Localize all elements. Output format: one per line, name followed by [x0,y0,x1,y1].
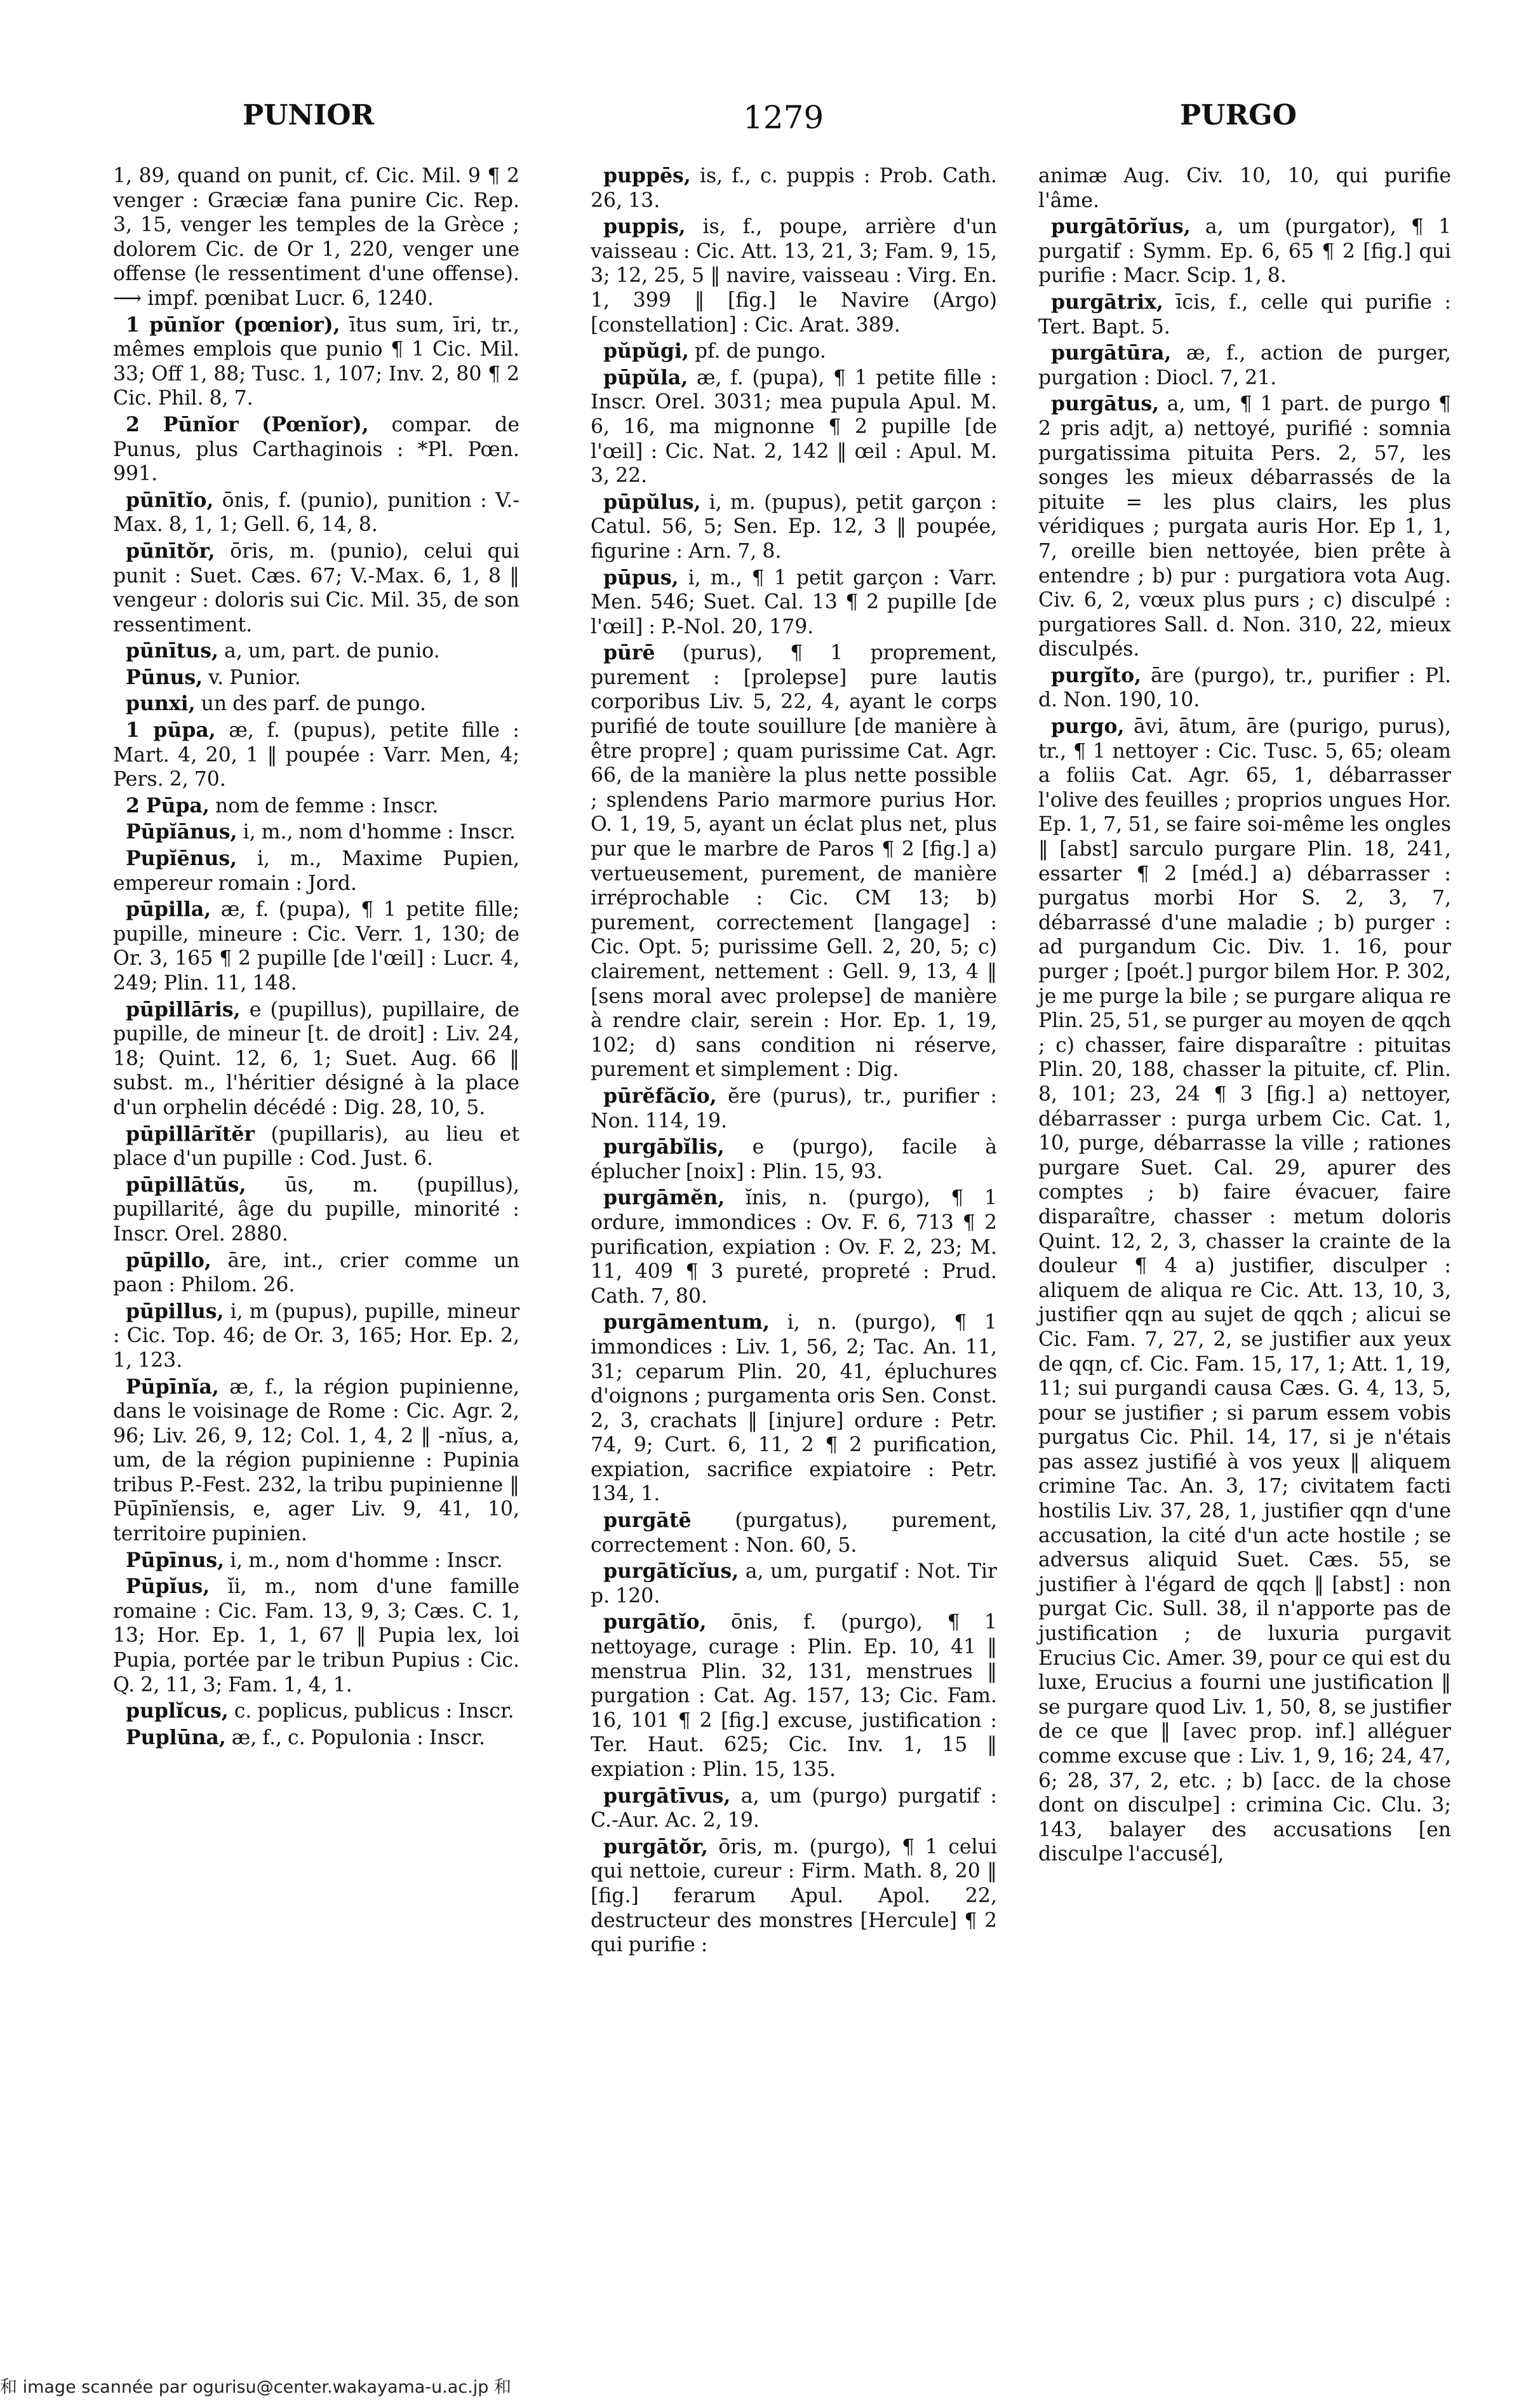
entry-definition: i, m (pupus), pupille, mineur : Cic. Top. 46; de Or. 3, 165; Hor. Ep. 2, 1, 123. [113,1300,519,1372]
dictionary-entry [1038,392,1451,662]
dictionary-entry [591,339,997,364]
entry-headword: pūnītŏr, [126,539,215,563]
entry-definition: æ, f., action de purger, purgation : Diocl. 7, 21. [1038,342,1452,389]
page-number: 1279 [743,99,824,136]
entry-headword: pūpŭlus, [603,490,701,514]
dictionary-entry [591,164,997,213]
entry-definition: æ, f. (pupa), ¶ 1 petite fille; pupille, mineure : Cic. Verr. 1, 130; de Or. 3, 165 ¶ 2 pupille [de l'œil] : Lucr. 4, 249; Plin. 11, 148. [113,898,519,995]
entry-definition: animæ Aug. Civ. 10, 10, qui purifie l'âme. [1038,165,1451,212]
entry-definition: ōnis, f. (punio), punition : V.-Max. 8, 1, 1; Gell. 6, 14, 8. [113,488,519,537]
entry-headword: 1 pūpa, [126,718,216,743]
dictionary-entry [591,490,997,564]
header-left-guideword: PUNIOR [243,99,375,131]
entry-definition: ōris, m. (purgo), ¶ 1 celui qui nettoie, cureur : Firm. Math. 8, 20 ‖ [fig.] ferarum Apul. Apol. 22, destructeur des monstres [Hercule] ¶ 2 qui purifie : [591,1835,997,1957]
entry-headword: purgātrix, [1051,290,1163,314]
entry-headword: pūrē [603,641,655,665]
dictionary-entry [113,1300,519,1373]
dictionary-entry [1038,341,1451,390]
entry-headword: pūpillus, [126,1299,224,1323]
dictionary-entry [113,1575,519,1697]
dictionary-entry [591,1559,997,1608]
entry-definition: i, m., Maxime Pupien, empereur romain : Jord. [113,847,520,895]
entry-definition: c. poplicus, publicus : Inscr. [234,1700,514,1723]
entry-definition: ītus sum, īri, tr., mêmes emplois que punio ¶ 1 Cic. Mil. 33; Off 1, 88; Tusc. 1, 107; Inv. 2, 80 ¶ 2 Cic. Phil. 8, 7. [113,313,520,410]
dictionary-entry [113,794,519,819]
entry-headword: pūnītĭo, [126,488,214,512]
dictionary-entry [591,641,997,1082]
entry-definition: æ, f. (pupa), ¶ 1 petite fille : Inscr. Orel. 3031; mea pupula Apul. M. 6, 16, ma mignonne ¶ 2 pupille [de l'œil] : Cic. Nat. 2, 142 ‖ œil : Apul. M. 3, 22. [591,366,997,488]
dictionary-entry [113,897,519,995]
column-right [1038,164,1451,1869]
dictionary-entry [113,1699,519,1724]
entry-headword: purgo, [1051,715,1125,739]
dictionary-entry [113,164,519,311]
entry-headword: pūpillārĭtĕr [126,1122,255,1146]
entry-headword: purgātūra, [1051,341,1172,365]
dictionary-entry [1038,290,1451,339]
entry-headword: purgātīvus, [603,1784,731,1808]
entry-headword: Puplūna, [126,1725,226,1749]
entry-definition: is, f., c. puppis : Prob. Cath. 26, 13. [591,165,997,212]
entry-headword: pūpillāris, [126,997,241,1021]
entry-definition: æ, f. (pupus), petite fille : Mart. 4, 20, 1 ‖ poupée : Varr. Men, 4; Pers. 2, 70. [113,719,519,791]
entry-headword: purgĭto, [1051,663,1142,687]
entry-definition: e (pupillus), pupillaire, de pupille, de mineur [t. de droit] : Liv. 24, 18; Quint. 12, 6, 1; Suet. Aug. 66 ‖ subst. m., l'héritier désigné à la place d'un orphelin décédé : Dig. 28, 10, 5. [113,998,519,1119]
entry-headword: punxi, [126,692,196,716]
dictionary-entry [113,820,519,845]
entry-headword: pūrĕfăcĭo, [603,1084,717,1108]
entry-headword: Pūnus, [126,665,203,689]
dictionary-entry [591,366,997,488]
dictionary-entry [113,539,519,637]
entry-definition: i, m., nom d'homme : Inscr. [243,821,516,844]
dictionary-entry [113,666,519,690]
entry-definition: (pupillaris), au lieu et place d'un pupille : Cod. Just. 6. [113,1122,520,1171]
entry-definition: i, m., nom d'homme : Inscr. [230,1549,503,1572]
dictionary-entry [113,413,519,487]
entry-headword: pūpŭla, [603,365,688,389]
entry-headword: puplĭcus, [126,1699,229,1723]
dictionary-entry [591,1084,997,1133]
dictionary-entry [113,847,519,896]
entry-definition: is, f., poupe, arrière d'un vaisseau : Cic. Att. 13, 21, 3; Fam. 9, 15, 3; 12, 25, 5 ‖ navire, vaisseau : Virg. En. 1, 399 ‖ [fig.] le Navire (Argo) [constellation] : Cic. Arat. 389. [591,215,998,337]
dictionary-entry [1038,215,1451,288]
scan-credit: 和 image scannée par ogurisu@center.wakayama-u.ac.jp 和 [0,2377,511,2397]
entry-headword: Pupĭēnus, [126,847,238,871]
entry-headword: Pūpĭānus, [126,820,238,844]
entry-headword: purgātĭo, [603,1610,707,1634]
dictionary-entry [113,488,519,537]
entry-definition: āvi, ātum, āre (purigo, purus), tr., ¶ 1 nettoyer : Cic. Tusc. 5, 65; oleam a foliis Cat. Agr. 65, 1, débarrasser l'olive des feuilles ; proprios ungues Hor. Ep. 1, 7, 51, se faire soi-même les ongles ‖ [abst] sarculo purgare Plin. 18, 241, essarter ¶ 2 [méd.] a) débarrasser : purgatus morbi Hor S. 2, 3, 7, débarrassé d'une maladie ; b) purger : ad purgandum Cic. Div. 1. 16, pour purger ; [poét.] purgor bilem Hor. P. 302, je me purge la bile ; se purgare aliqua re Plin. 25, 51, se purger au moyen de qqch ; c) chasser, faire disparaître : pituitas Plin. 20, 188, chasser la pituite, cf. Plin. 8, 101; 23, 24 ¶ 3 [fig.] a) nettoyer, débarrasser : purga urbem Cic. Cat. 1, 10, purge, débarrasse la ville ; rationes purgare Suet. Cal. 29, apurer des comptes ; b) faire évacuer, faire disparaître, chasser : metum doloris Quint. 12, 2, 3, chasser la crainte de la douleur ¶ 4 a) justifier, disculper : aliquem de aliqua re Cic. Att. 13, 10, 3, justifier qqn au sujet de qqch ; alicui se Cic. Fam. 7, 27, 2, se justifier aux yeux de qqn, cf. Cic. Fam. 15, 17, 1; Att. 1, 19, 11; sui purgandi causa Cæs. G. 4, 13, 5, pour se justifier ; si parum essem vobis purgatus Cic. Phil. 14, 17, si je n'étais pas assez justifié à vos yeux ‖ aliquem crimine Tac. An. 3, 17; civitatem facti hostilis Liv. 37, 28, 1, justifier qqn d'une accusation, la cité d'un acte hostile ; se adversus aliquid Suet. Cæs. 55, se justifier à l'égard de qqch ‖ [abst] : non purgat Cic. Sull. 38, il n'apporte pas de justification ; de luxuria purgavit Erucius Cic. Amer. 39, pour ce qui est du luxe, Erucius a fourni une justification ‖ se purgare quod Liv. 1, 50, 8, se justifier de ce que ‖ [avec prop. inf.] alléguer comme excuse que : Liv. 1, 9, 16; 24, 47, 6; 28, 37, 2, etc. ; b) [acc. de la chose dont on disculpe] : crimina Cic. Clu. 3; 143, balayer des accusations [en disculpe l'accusé], [1038,715,1452,1866]
dictionary-entry [113,718,519,792]
entry-definition: a, um (purgo) purgatif : C.-Aur. Ac. 2, 19. [591,1784,997,1832]
entry-definition: a, um, purgatif : Not. Tir p. 120. [591,1560,997,1608]
entry-definition: un des parf. de pungo. [201,692,426,716]
dictionary-entry [1038,164,1451,213]
entry-definition: ōris, m. (punio), celui qui punit : Suet. Cæs. 67; V.-Max. 6, 1, 8 ‖ vengeur : doloris sui Cic. Mil. 35, de son ressentiment. [113,539,520,636]
dictionary-entry [1038,715,1451,1867]
entry-headword: 2 Pūpa, [126,793,210,817]
entry-headword: puppis, [603,215,686,239]
entry-definition: æ, f., la région pupinienne, dans le voisinage de Rome : Cic. Agr. 2, 96; Liv. 26, 9, 12; Col. 1, 4, 2 ‖ -nĭus, a, um, de la région pupinienne : Pupinia tribus P.-Fest. 232, la tribu pupinienne ‖ Pūpīnĭensis, e, ager Liv. 9, 41, 10, territoire pupinien. [113,1375,519,1546]
header-right-guideword: PURGO [1180,99,1297,131]
entry-headword: pūnītus, [126,639,218,663]
dictionary-entry [591,1509,997,1557]
entry-definition: a, um, part. de punio. [224,640,440,663]
entry-headword: purgātus, [1051,392,1160,416]
entry-definition: 1, 89, quand on punit, cf. Cic. Mil. 9 ¶ 2 venger : Græciæ fana punire Cic. Rep. 3, 15, venger les temples de la Grèce ; dolorem Cic. de Or 1, 220, venger une offense (le ressentiment d'une offense). ⟶ impf. pœnibat Lucr. 6, 1240. [113,165,519,310]
entry-headword: pūpillātŭs, [126,1173,246,1197]
entry-definition: v. Punior. [208,666,301,689]
entry-headword: purgātĭcĭus, [603,1559,739,1583]
entry-definition: ūs, m. (pupillus), pupillarité, âge du pupille, minorité : Inscr. Orel. 2880. [113,1173,519,1246]
dictionary-entry [113,1249,519,1298]
dictionary-entry [113,1173,519,1247]
entry-headword: pūpus, [603,565,679,589]
entry-headword: purgātē [603,1509,692,1533]
entry-headword: purgātŏr, [603,1834,708,1858]
entry-definition: a, um (purgator), ¶ 1 purgatif : Symm. Ep. 6, 65 ¶ 2 [fig.] qui purifie : Macr. Scip. 1, 8. [1038,215,1452,288]
entry-headword: pūpillo, [126,1248,211,1272]
entry-definition: ĭi, m., nom d'une famille romaine : Cic. Fam. 13, 9, 3; Cæs. C. 1, 13; Hor. Ep. 1, 1, 67 ‖ Pupia lex, loi Pupia, portée par le tribun Pupius : Cic. Q. 2, 11, 3; Fam. 1, 4, 1. [113,1575,520,1697]
entry-definition: i, m., ¶ 1 petit garçon : Varr. Men. 546; Suet. Cal. 13 ¶ 2 pupille [de l'œil] : P.-Nol. 20, 179. [591,566,997,638]
dictionary-entry [113,639,519,664]
entry-headword: pŭpŭgi, [603,339,689,363]
entry-definition: a, um, ¶ 1 part. de purgo ¶ 2 pris adjt, a) nettoyé, purifié : somnia purgatissima pituita Pers. 2, 57, les songes les mieux débarrassés de la pituite = les plus clairs, les plus véridiques ; purgata auris Hor. Ep 1, 1, 7, oreille bien nettoyée, bien prête à entendre ; b) pur : purgatiora vota Aug. Civ. 6, 2, vœux plus purs ; c) disculpé : purgatiores Sall. d. Non. 310, 22, mieux disculpés. [1038,393,1452,661]
dictionary-entry [113,1375,519,1547]
dictionary-entry [591,1310,997,1507]
entry-headword: purgātōrĭus, [1051,215,1191,239]
entry-definition: āre (purgo), tr., purifier : Pl. d. Non. 190, 10. [1038,664,1451,712]
entry-headword: purgāmĕn, [603,1186,725,1210]
dictionary-entry [113,1549,519,1573]
entry-definition: e (purgo), facile à éplucher [noix] : Plin. 15, 93. [591,1136,998,1183]
dictionary-entry [113,1122,519,1171]
dictionary-entry [591,215,997,337]
dictionary-entry [113,313,519,411]
entry-definition: nom de femme : Inscr. [215,794,439,817]
entry-headword: Pūpīnĭa, [126,1374,219,1399]
entry-definition: ĕre (purus), tr., purifier : Non. 114, 19. [591,1084,997,1132]
entry-headword: purgāmentum, [603,1310,770,1334]
entry-headword: puppēs, [603,164,691,187]
running-header [0,95,1540,146]
entry-definition: i, n. (purgo), ¶ 1 immondices : Liv. 1, 56, 2; Tac. An. 11, 31; ceparum Plin. 20, 41, épluchures d'oignons ; purgamenta oris Sen. Const. 2, 3, crachats ‖ [injure] ordure : Petr. 74, 9; Curt. 6, 11, 2 ¶ 2 purification, expiation, sacrifice expiatoire : Petr. 134, 1. [591,1311,997,1506]
dictionary-entry [591,1835,997,1958]
entry-headword: Pūpīnus, [126,1548,225,1572]
dictionary-entry [1038,664,1451,713]
entry-definition: pf. de pungo. [694,340,826,363]
dictionary-entry [591,566,997,640]
entry-definition: compar. de Punus, plus Carthaginois : *Pl. Pœn. 991. [113,413,519,486]
entry-definition: āre, int., crier comme un paon : Philom. 26. [113,1249,519,1297]
entry-definition: ĭnis, n. (purgo), ¶ 1 ordure, immondices : Ov. F. 6, 713 ¶ 2 purification, expiation : Ov. F. 2, 23; M. 11, 409 ¶ 3 pureté, propreté : Prud. Cath. 7, 80. [591,1186,997,1308]
entry-definition: (purgatus), purement, correctement : Non. 60, 5. [591,1509,997,1557]
dictionary-entry [591,1135,997,1184]
entry-definition: i, m. (pupus), petit garçon : Catul. 56, 5; Sen. Ep. 12, 3 ‖ poupée, figurine : Arn. 7, 8. [591,490,997,563]
entry-definition: ōnis, f. (purgo), ¶ 1 nettoyage, curage : Plin. Ep. 10, 41 ‖ menstrua Plin. 32, 131, menstrues ‖ purgation : Cat. Ag. 157, 13; Cic. Fam. 16, 101 ¶ 2 [fig.] excuse, justification : Ter. Haut. 625; Cic. Inv. 1, 15 ‖ expiation : Plin. 15, 135. [591,1611,997,1781]
entry-headword: pūpilla, [126,897,211,922]
dictionary-entry [113,998,519,1120]
entry-headword: Pūpĭus, [126,1575,210,1599]
column-left [113,164,519,1752]
dictionary-entry [591,1784,997,1833]
column-middle [591,164,997,1959]
dictionary-entry [591,1610,997,1782]
entry-definition: æ, f., c. Populonia : Inscr. [231,1726,485,1749]
entry-definition: īcis, f., celle qui purifie : Tert. Bapt. 5. [1038,290,1451,339]
entry-headword: 1 pūnĭor (pœnior), [126,313,340,337]
entry-definition: (purus), ¶ 1 proprement, purement : [prolepse] pure lautis corporibus Liv. 5, 22, 4, ayant le corps purifié de toute souillure [de manière à être propre] ; quam purissime Cat. Agr. 66, de la manière la plus nette possible ; splendens Pario marmore purius Hor. O. 1, 19, 5, ayant un éclat plus net, plus pur que le marbre de Paros ¶ 2 [fig.] a) vertueusement, purement, de manière irréprochable : Cic. CM 13; b) purement, correctement [langage] : Cic. Opt. 5; purissime Gell. 2, 20, 5; c) clairement, nettement : Gell. 9, 13, 4 ‖ [sens moral avec prolepse] de manière à rendre clair, serein : Hor. Ep. 1, 19, 102; d) sans condition ni réserve, purement et simplement : Dig. [591,642,998,1082]
dictionary-entry [113,1726,519,1751]
entry-headword: 2 Pūnĭor (Pœnĭor), [126,412,369,436]
dictionary-entry [591,1186,997,1308]
entry-headword: purgābĭlis, [603,1135,725,1159]
dictionary-entry [113,692,519,716]
